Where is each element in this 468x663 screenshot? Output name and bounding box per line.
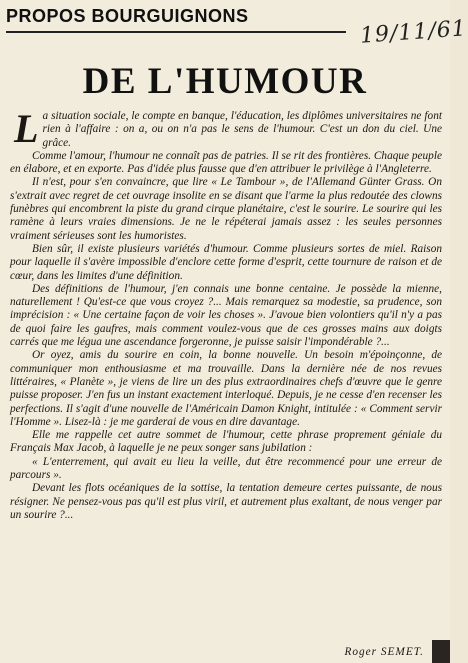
article-paragraph: Bien sûr, il existe plusieurs variétés d'humour. Comme plusieurs sortes de miel. Raison pour laquelle il s'avère impossible d'enclore cette forme d'esprit, cette tournure de raison et de cœur, dans les limites d'une définition. bbox=[10, 242, 442, 282]
article-paragraph: Il n'est, pour s'en convaincre, que lire « Le Tambour », de l'Allemand Günter Grass. On s'extrait avec regret de cet ouvrage insolite en se disant que l'arme la plus redoutée des clowns funèbres qui encombrent la piste du grand cirque planétaire, c'est le sourire. Le sourire qui les ramène à leurs vraies dimensions. Je ne le répéterai jamais assez : les seules personnes vraiment sérieuses sont les humoristes. bbox=[10, 176, 442, 242]
article-title: DE L'HUMOUR bbox=[82, 61, 368, 102]
article-quote: « L'enterrement, qui avait eu lieu la veille, dut être recommencé pour une erreur de parcours ». bbox=[10, 455, 442, 482]
article-paragraph: Elle me rappelle cet autre sommet de l'humour, cette phrase proprement géniale du Français Max Jacob, à laquelle je ne peux songer sans jubilation : bbox=[10, 429, 442, 455]
handwritten-date: 19/11/61 bbox=[359, 16, 468, 49]
rubric-underline bbox=[6, 31, 346, 33]
scan-edge-shadow bbox=[432, 640, 450, 663]
article-paragraph: Comme l'amour, l'humour ne connaît pas de patries. Il se rit des frontières. Chaque peuple en élabore, et en exporte. Pas d'idée plus fausse que d'en attribuer le privilège à l'Angleterre. bbox=[10, 149, 442, 176]
article-paragraph: Devant les flots océaniques de la sottise, la tentation demeure certes puissante, de nous résigner. Ne pensez-vous pas qu'il est plus viril, et autrement plus exaltant, de nous venger par un sourire ?... bbox=[10, 482, 442, 521]
article-paragraph: Or oyez, amis du sourire en coin, la bonne nouvelle. Un besoin m'époinçonne, de communiquer mon enthousiasme et ma trouvaille. Dans la dernière née de nos revues littéraires, « Planète », je viens de lire un des plus extraordinaires chefs d'œuvre que le genre puisse proposer. J'en fus un instant exactement interloqué. Depuis, je ne cesse d'en recenser les perfections. Il s'agit d'une nouvelle de l'Américain Damon Knight, intitulée : « Comment servir l'Homme ». Lisez-là : je me garderai de vous en dire davantage. bbox=[10, 349, 442, 428]
author-signature: Roger SEMET. bbox=[344, 646, 424, 658]
article-body bbox=[10, 106, 442, 522]
article-paragraph: La situation sociale, le compte en banque, l'éducation, les diplômes universitaires ne font rien à l'affaire : on a, ou on n'a pas le sens de l'humour. C'est un don du ciel. Une grâce. bbox=[14, 106, 442, 151]
article-paragraph: Des définitions de l'humour, j'en connais une bonne centaine. Je possède la mienne, naturellement ! Qu'est-ce que vous croyez ?... Mais remarquez sa modestie, sa prudence, son imprécision : « Une certaine façon de voir les choses ». J'avoue bien volontiers qu'il n'y a pas de quoi faire les gaufres, mais comment voulez-vous que de ces grosses mains aux doigts carrés que me légua une ascendance forgeronne, je puisse saisir l'impondérable ?... bbox=[10, 282, 442, 349]
drop-cap: L bbox=[14, 106, 39, 151]
column-rubric: PROPOS BOURGUIGNONS bbox=[6, 6, 249, 26]
